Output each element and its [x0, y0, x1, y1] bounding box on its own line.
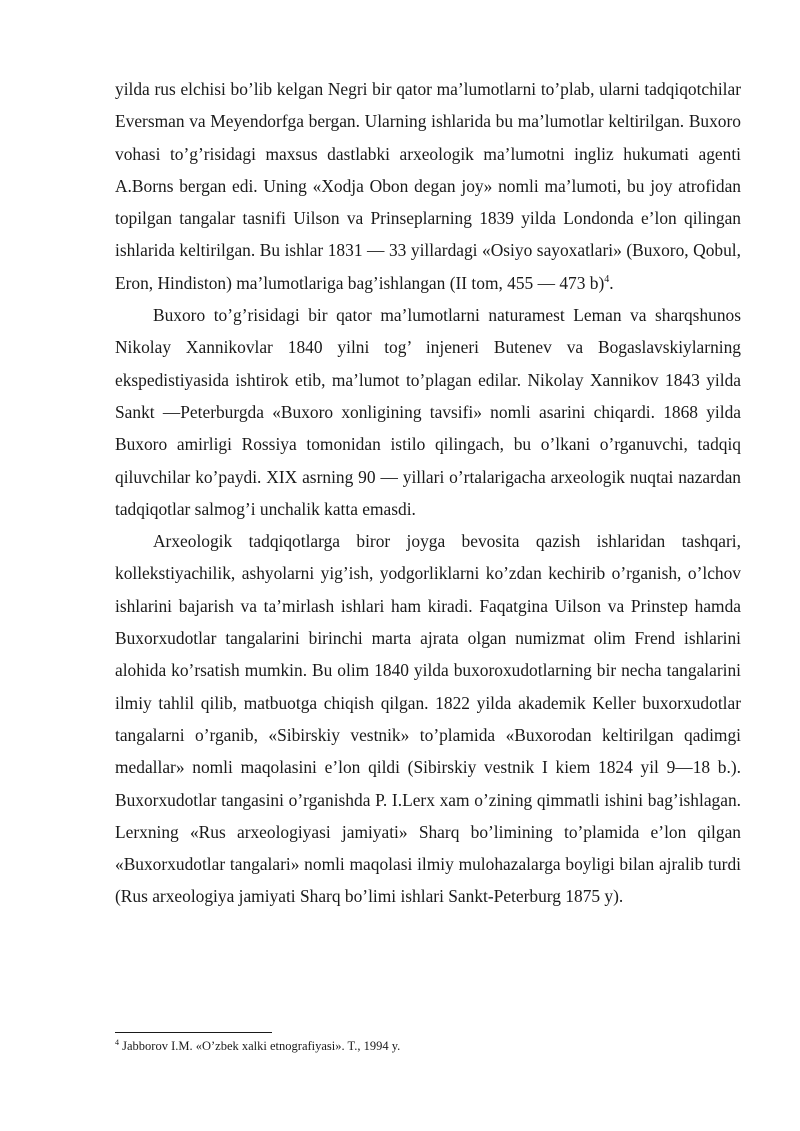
- paragraph-1: [115, 73, 741, 299]
- footnote-text: Jabborov I.M. «O’zbek xalki etnografiyasi». T., 1994 y.: [119, 1039, 401, 1053]
- paragraph-3: Arxeologik tadqiqotlarga biror joyga bevosita qazish ishlaridan tashqari, kollekstiyachilik, ashyolarni yig’ish, yodgorliklarni ko’zdan kechirib o’rganish, o’lchov ishlarini bajarish va ta’mirlash ishlari ham kiradi. Faqatgina Uilson va Prinstep hamda Buxorxudotlar tangalarini birinchi marta ajrata olgan numizmat olim Frend ishlarini alohida ko’rsatish mumkin. Bu olim 1840 yilda buxoroxudotlarning bir necha tangalarini ilmiy tahlil qilib, matbuotga chiqish qilgan. 1822 yilda akademik Keller buxorxudotlar tangalarni o’rganib, «Sibirskiy vestnik» to’plamida «Buxorodan keltirilgan qadimgi medallar» nomli maqolasini e’lon qildi (Sibirskiy vestnik I kiem 1824 yil 9—18 b.). Buxorxudotlar tangasini o’rganishda P. I.Lerx xam o’zining qimmatli ishini bag’ishlagan. Lerxning «Rus arxeologiyasi jamiyati» Sharq bo’limining to’plamida e’lon qilgan «Buxorxudotlar tangalari» nomli maqolasi ilmiy mulohazalarga boyligi bilan ajralib turdi (Rus arxeologiya jamiyati Sharq bo’limi ishlari Sankt-Peterburg 1875 y).: [115, 531, 741, 907]
- footnote-separator: [115, 1032, 272, 1033]
- footnote-number: 4: [115, 1037, 119, 1047]
- paragraph-2: Buxoro to’g’risidagi bir qator ma’lumotlarni naturamest Leman va sharqshunos Nikolay Xannikovlar 1840 yilni tog’ injeneri Butenev va Bogaslavskiylarning ekspedistiyasida ishtirok etib, ma’lumot to’plagan edilar. Nikolay Xannikov 1843 yilda Sankt —Peterburgda «Buxoro xonligining tavsifi» nomli asarini chiqardi. 1868 yilda Buxoro amirligi Rossiya tomonidan istilo qilingach, bu o’lkani o’rganuvchi, tadqiq qiluvchilar ko’paydi. XIX asrning 90 — yillari o’rtalarigacha arxeologik nuqtai nazardan tadqiqotlar salmog’i unchalik katta emasdi.: [115, 305, 741, 519]
- footnote-reference[interactable]: 4: [604, 273, 610, 285]
- paragraph-1-text: yilda rus elchisi bo’lib kelgan Negri bir qator ma’lumotlarni to’plab, ularni tadqiqotchilar Eversman va Meyendorfga bergan. Ularning ishlarida bu ma’lumotlar keltirilgan. Buxoro vohasi to’g’risidagi maxsus dastlabki arxeologik ma’lumotni ingliz hukumati agenti A.Borns bergan edi. Uning «Xodja Obon degan joy» nomli ma’lumoti, bu joy atrofidan topilgan tangalar tasnifi Uilson va Prinseplarning 1839 yilda Londonda e’lon qilingan ishlarida keltirilgan. Bu ishlar 1831 — 33 yillardagi «Osiyo sayoxatlari» (Buxoro, Qobul, Eron, Hindiston) ma’lumotlariga bag’ishlangan (II tom, 455 — 473 b): [115, 79, 741, 293]
- paragraph-1-tail: .: [609, 272, 614, 293]
- footnote: [115, 1038, 741, 1054]
- body-text: [115, 73, 741, 913]
